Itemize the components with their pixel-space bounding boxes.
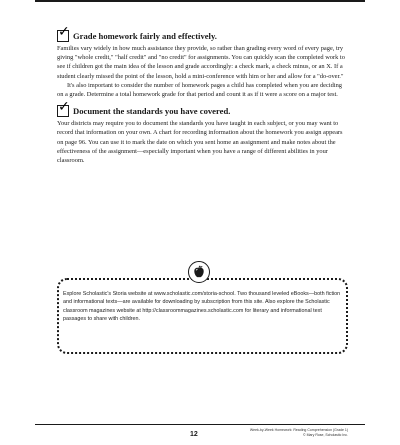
section-grade-homework <box>57 24 349 99</box>
check-mark-icon: ✓ <box>58 24 70 40</box>
callout-text: Explore Scholastic's Storia website at www.scholastic.com/storia-school. Two thousand leveled eBooks—both fiction and informational texts—are available for downloading by subscription from this site. Also explore the Scholastic classroom magazines website at http://classroommagazines.scholastic.com for literary and informational text passages to share with children. <box>63 291 341 323</box>
book-title: Week-by-Week Homework: Reading Comprehension (Grade 1) <box>249 428 348 432</box>
check-mark-icon: ✓ <box>58 99 70 116</box>
bottom-rule <box>35 424 365 425</box>
paragraph: Your districts may require you to document the standards you have taught in each subject, or you may want to record that information on your own. A chart for recording information about the homework you assign appears on page 96. You can use it to mark the date on which you sent home an assignment and make notes about the effectiveness of the assignment—especially important when you have a range of different abilities in your classroom. <box>57 120 343 165</box>
paragraph: Families vary widely in how much assistance they provide, so rather than grading every word of every page, try giving "whole credit," "half credit" and "no credit" for assignments. You can quickly scan the completed work to see if children got the main idea of the lesson and grade accordingly: a check mark, a check minus, or an X. If a student clearly missed the point of the lesson, hold a mini-conference with him or her and allow for a "do-over." <box>57 45 345 80</box>
top-rule <box>35 0 365 2</box>
page-number: 12 <box>190 431 198 438</box>
section-title: Document the standards you have covered. <box>73 105 231 116</box>
section-heading <box>57 99 349 117</box>
checkbox-icon <box>57 99 70 117</box>
page-body <box>57 24 349 171</box>
section-document-standards <box>57 99 349 165</box>
footer-credits <box>250 428 348 438</box>
copyright-notice: © Mary Rose, Scholastic Inc. <box>303 433 348 437</box>
section-title: Grade homework fairly and effectively. <box>73 30 217 41</box>
apple-icon <box>188 261 210 283</box>
checkbox-icon <box>57 24 70 42</box>
paragraph: It's also important to consider the number of homework pages a child has completed when you are deciding on a grade. Determine a total homework grade for that period and count it as if it were a score on a major test. <box>57 81 342 99</box>
section-heading <box>57 24 349 42</box>
